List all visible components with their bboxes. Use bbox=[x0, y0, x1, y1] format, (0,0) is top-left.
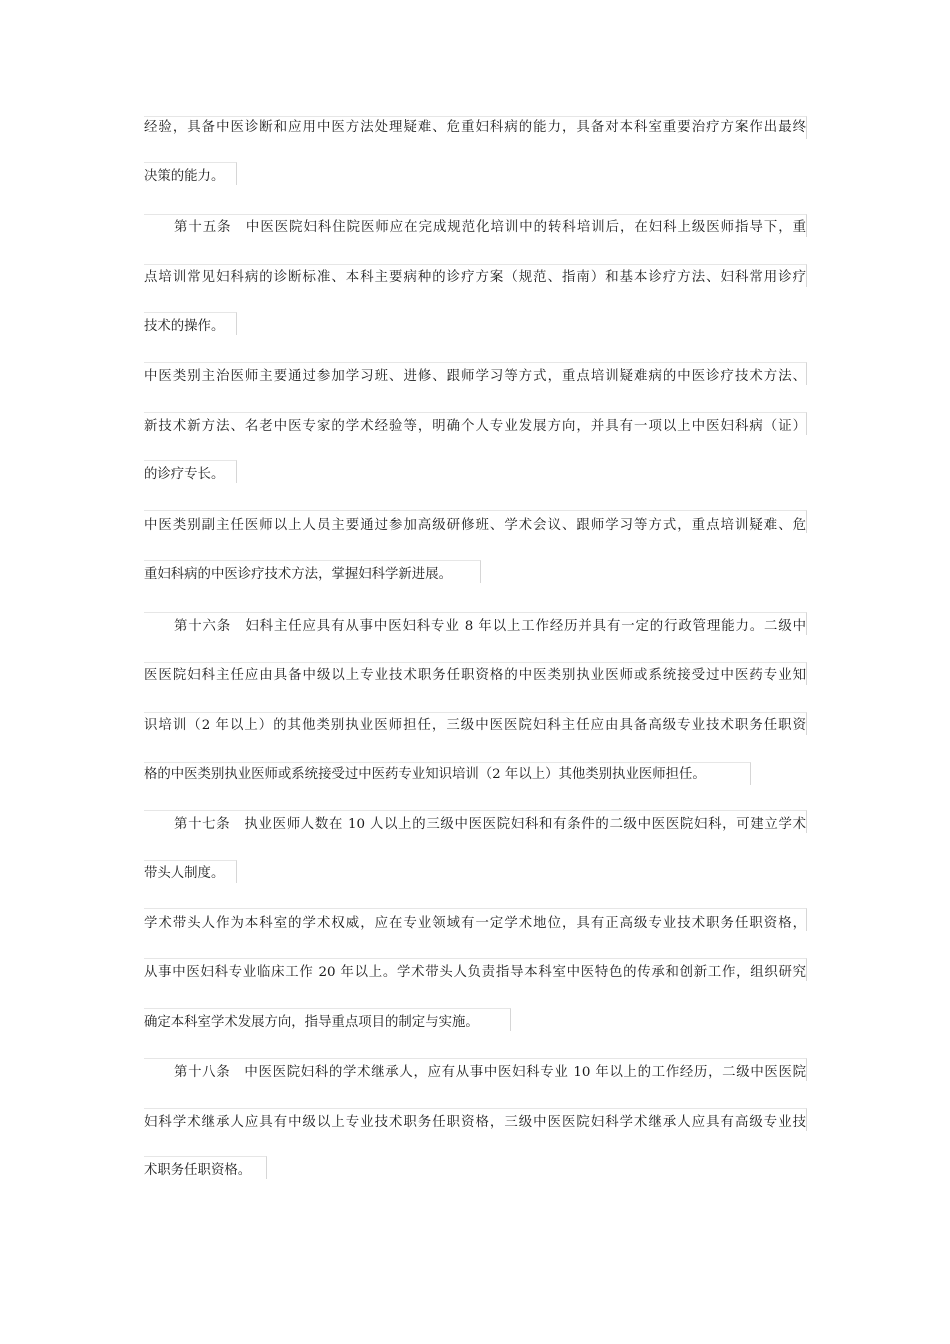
text-line: 从事中医妇科专业临床工作 20 年以上。学术带头人负责指导本科室中医特色的传承和创新工作，组织研究 bbox=[144, 965, 806, 980]
text-line: 技术的操作。 bbox=[144, 319, 225, 334]
text-line: 医医院妇科主任应由具备中级以上专业技术职务任职资格的中医类别执业医师或系统接受过中医药专业知 bbox=[144, 668, 806, 683]
article-17-first-line: 第十七条 执业医师人数在 10 人以上的三级中医医院妇科和有条件的二级中医医院妇科，可建立学术 bbox=[174, 817, 806, 832]
text-line: 学术带头人作为本科室的学术权威，应在专业领域有一定学术地位，具有正高级专业技术职务任职资格， bbox=[144, 916, 806, 931]
text-line: 决策的能力。 bbox=[144, 169, 225, 184]
text-line: 确定本科室学术发展方向，指导重点项目的制定与实施。 bbox=[144, 1015, 479, 1030]
text-line: 格的中医类别执业医师或系统接受过中医药专业知识培训（2 年以上）其他类别执业医师担任。 bbox=[144, 767, 706, 782]
text-line: 术职务任职资格。 bbox=[144, 1163, 252, 1178]
text-line: 经验，具备中医诊断和应用中医方法处理疑难、危重妇科病的能力，具备对本科室重要治疗方案作出最终 bbox=[144, 120, 806, 135]
text-line: 的诊疗专长。 bbox=[144, 467, 225, 482]
text-line: 重妇科病的中医诊疗技术方法，掌握妇科学新进展。 bbox=[144, 567, 452, 582]
text-line: 识培训（2 年以上）的其他类别执业医师担任，三级中医医院妇科主任应由具备高级专业技术职务任职资 bbox=[144, 718, 806, 733]
text-line: 中医类别主治医师主要通过参加学习班、进修、跟师学习等方式，重点培训疑难病的中医诊疗技术方法、 bbox=[144, 369, 806, 384]
article-18-first-line: 第十八条 中医医院妇科的学术继承人，应有从事中医妇科专业 10 年以上的工作经历，二级中医医院 bbox=[174, 1065, 806, 1080]
text-line: 点培训常见妇科病的诊断标准、本科主要病种的诊疗方案（规范、指南）和基本诊疗方法、妇科常用诊疗 bbox=[144, 270, 806, 285]
text-line: 新技术新方法、名老中医专家的学术经验等，明确个人专业发展方向，并具有一项以上中医妇科病（证） bbox=[144, 419, 806, 434]
text-line: 中医类别副主任医师以上人员主要通过参加高级研修班、学术会议、跟师学习等方式，重点培训疑难、危 bbox=[144, 518, 806, 533]
text-line: 带头人制度。 bbox=[144, 866, 225, 881]
article-16-first-line: 第十六条 妇科主任应具有从事中医妇科专业 8 年以上工作经历并具有一定的行政管理能力。二级中 bbox=[174, 619, 806, 634]
article-15-first-line: 第十五条 中医医院妇科住院医师应在完成规范化培训中的转科培训后，在妇科上级医师指导下，重 bbox=[174, 220, 806, 235]
text-line: 妇科学术继承人应具有中级以上专业技术职务任职资格，三级中医医院妇科学术继承人应具有高级专业技 bbox=[144, 1115, 806, 1130]
